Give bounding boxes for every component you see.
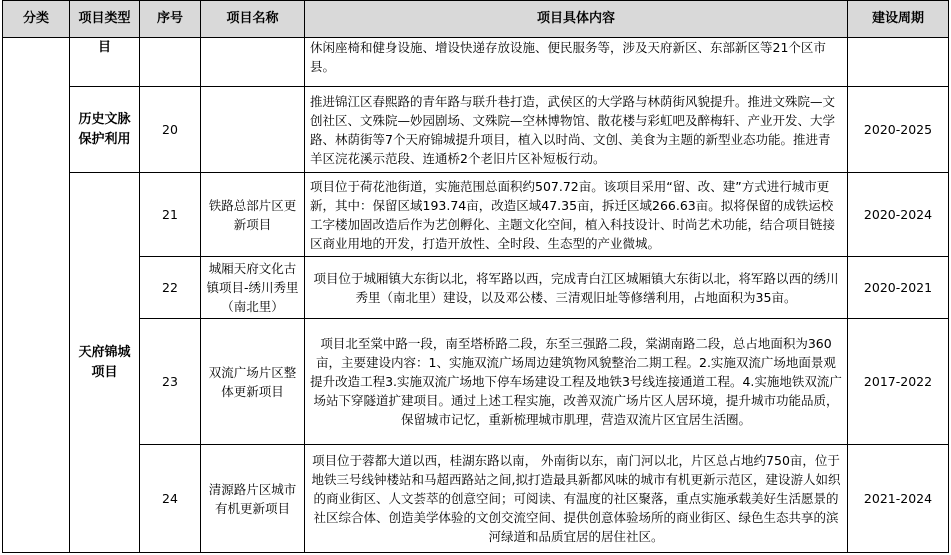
name-cell: 清源路片区城市有机更新项目 <box>201 445 305 553</box>
header-seq: 序号 <box>140 1 201 38</box>
table-row <box>3 87 949 173</box>
table-row <box>3 319 949 445</box>
type-cell: 天府锦城项目 <box>70 173 140 553</box>
type-cell: 历史文脉保护利用 <box>70 87 140 173</box>
name-cell <box>201 87 305 173</box>
header-period: 建设周期 <box>848 1 949 38</box>
header-content: 项目具体内容 <box>305 1 848 38</box>
type-cell: 目 <box>70 38 140 87</box>
name-cell: 铁路总部片区更新项目 <box>201 173 305 257</box>
table-row <box>3 445 949 553</box>
name-cell <box>201 38 305 87</box>
name-cell: 双流广场片区整体更新项目 <box>201 319 305 445</box>
content-cell: 项目位于蓉都大道以西，桂湖东路以南， 外南街以东，南门河以北，片区总占地约750亩，位于地铁三号线钟楼站和马超西路站之间,拟打造最具新都风味的城市有机更新示范区，建设游人如织的商业街区、人文荟萃的创意空间；可阅读、有温度的社区聚落，重点实施承载美好生活愿景的社区综合体、创造美学体验的文创交流空间、提供创意体验场所的商业街区、绿色生态共享的滨河绿道和品质宜居的居住社区。 <box>305 445 848 553</box>
period-cell: 2017-2022 <box>848 319 949 445</box>
table-row <box>3 257 949 319</box>
seq-cell: 20 <box>140 87 201 173</box>
period-cell: 2020-2024 <box>848 173 949 257</box>
header-category: 分类 <box>3 1 70 38</box>
period-cell: 2021-2024 <box>848 445 949 553</box>
period-cell <box>848 38 949 87</box>
seq-cell <box>140 38 201 87</box>
table-row <box>3 173 949 257</box>
content-cell: 项目位于城厢镇大东街以北，将军路以西，完成青白江区城厢镇大东街以北，将军路以西的绣川秀里（南北里）建设，以及邓公楼、三清观旧址等修缮利用，占地面积为35亩。 <box>305 257 848 319</box>
period-cell: 2020-2021 <box>848 257 949 319</box>
content-cell: 休闲座椅和健身设施、增设快递存放设施、便民服务等，涉及天府新区、东部新区等21个区市县。 <box>305 38 848 87</box>
period-cell: 2020-2025 <box>848 87 949 173</box>
table-row <box>3 38 949 87</box>
header-row <box>3 1 949 38</box>
content-cell: 推进锦江区春熙路的青年路与联升巷打造，武侯区的大学路与林荫街风貌提升。推进文殊院—文创社区、文殊院—妙园剧场、文殊院—空林博物馆、散花楼与彩虹吧及醉梅轩、产业开发、大学路、林荫街等7个天府锦城提升项目，植入以时尚、文创、美食为主题的新型业态功能。推进青羊区浣花溪示范段、连通桥2个老旧片区补短板行动。 <box>305 87 848 173</box>
header-name: 项目名称 <box>201 1 305 38</box>
seq-cell: 21 <box>140 173 201 257</box>
content-cell: 项目北至棠中路一段，南至塔桥路二段，东至三强路二段，棠湖南路二段，总占地面积为360亩，主要建设内容：1、实施双流广场周边建筑物风貌整治二期工程。2.实施双流广场地面景观提升改造工程3.实施双流广场地下停车场建设工程及地铁3号线连接通道工程。4.实施地铁双流广场站下穿隧道扩建项目。通过上述工程实施，改善双流广场片区人居环境，提升城市功能品质，保留城市记忆，重新梳理城市肌理，营造双流片区宜居生活圈。 <box>305 319 848 445</box>
content-cell: 项目位于荷花池街道，实施范围总面积约507.72亩。该项目采用“留、改、建”方式进行城市更新，其中：保留区域193.74亩，改造区域47.35亩，拆迁区域266.63亩。拟将保留的成铁运校工字楼加固改造后作为艺创孵化、主题文化空间，植入科技设计、时尚艺术功能，结合项目链接区商业用地的开发，打造开放性、全时段、生态型的产业微城。 <box>305 173 848 257</box>
name-cell: 城厢天府文化古镇项目-绣川秀里（南北里） <box>201 257 305 319</box>
seq-cell: 22 <box>140 257 201 319</box>
header-type: 项目类型 <box>70 1 140 38</box>
seq-cell: 23 <box>140 319 201 445</box>
project-table <box>2 0 949 553</box>
category-cell <box>3 38 70 553</box>
seq-cell: 24 <box>140 445 201 553</box>
